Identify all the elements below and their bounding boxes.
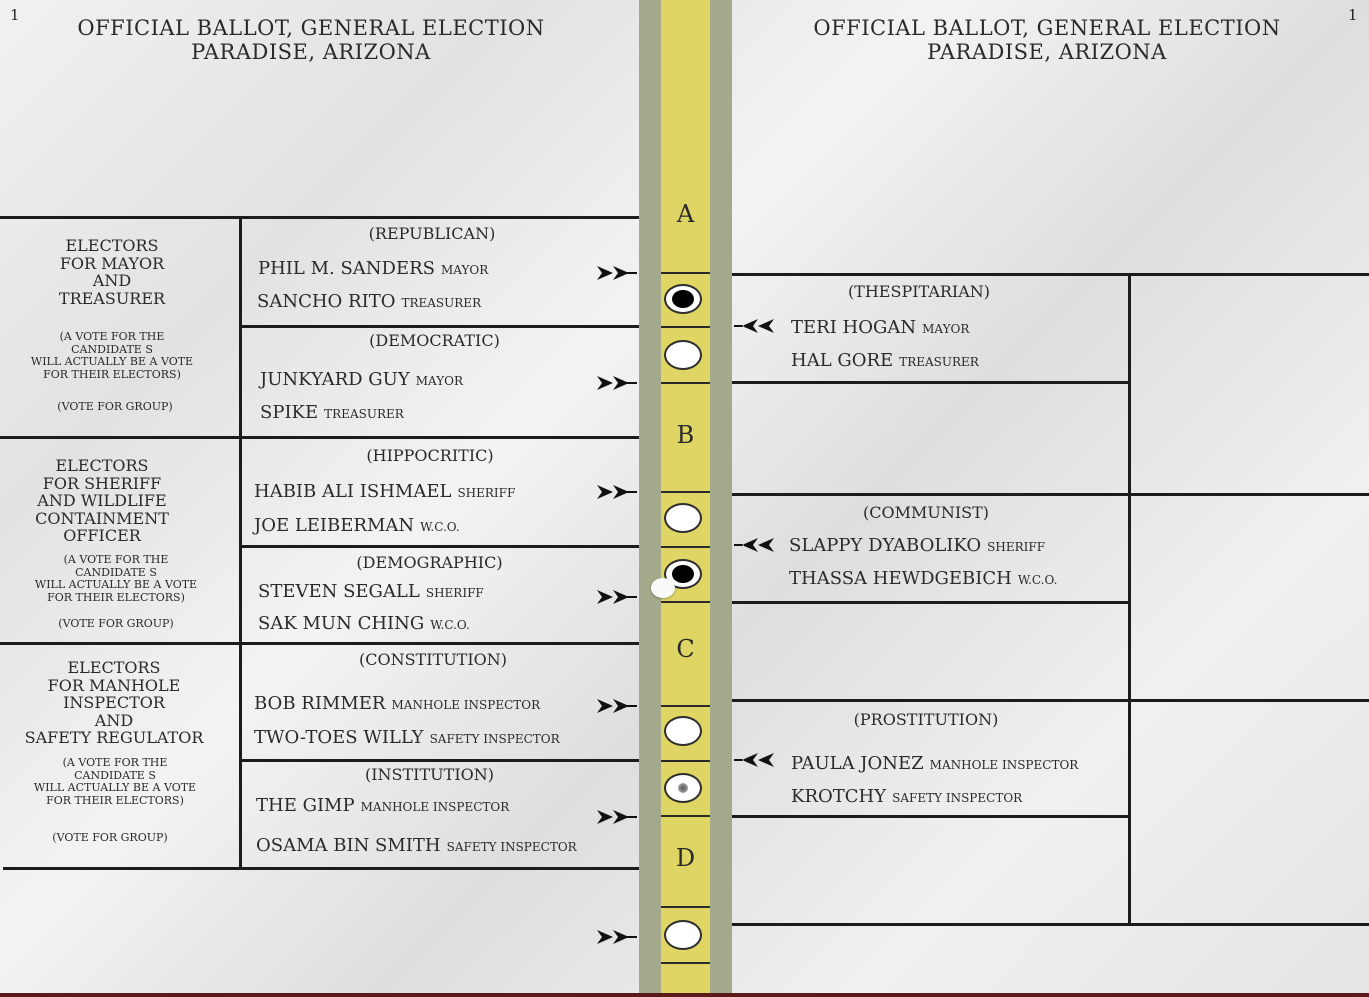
grid-line xyxy=(0,642,640,645)
candidate-bob-rimmer: BOB RIMMER MANHOLE INSPECTOR xyxy=(254,693,541,714)
right-arrow-icon xyxy=(597,587,637,607)
candidate-spike: SPIKE TREASURER xyxy=(260,402,404,423)
candidate-osama-bin-smith: OSAMA BIN SMITH SAFETY INSPECTOR xyxy=(256,835,577,856)
left-arrow-icon xyxy=(734,750,774,770)
party-institution: (INSTITUTION) xyxy=(364,765,495,784)
strip-tick xyxy=(661,326,710,328)
right-page-number: 1 xyxy=(1348,6,1358,24)
right-title-line1: OFFICIAL BALLOT, GENERAL ELECTION xyxy=(813,16,1281,40)
right-arrow-icon xyxy=(597,696,637,716)
candidate-phil-sanders: PHIL M. SANDERS MAYOR xyxy=(258,258,489,279)
grid-line xyxy=(0,436,640,439)
candidate-junkyard-guy: JUNKYARD GUY MAYOR xyxy=(260,369,463,390)
office-title-manhole: ELECTORS FOR MANHOLE INSPECTOR AND SAFETY REGULATOR xyxy=(24,658,204,747)
right-arrow-icon xyxy=(597,373,637,393)
office-vote-instruction-sheriff: (VOTE FOR GROUP) xyxy=(58,617,174,630)
punch-hole-7[interactable] xyxy=(664,920,702,950)
strip-tick xyxy=(661,962,710,964)
party-constitution: (CONSTITUTION) xyxy=(358,650,508,669)
office-note-mayor: (A VOTE FOR THE CANDIDATE S WILL ACTUALLY BE A VOTE FOR THEIR ELECTORS) xyxy=(30,330,194,381)
right-arrow-icon xyxy=(597,927,637,947)
strip-tick xyxy=(661,815,710,817)
strip-tick xyxy=(661,546,710,548)
strip-letter-d: D xyxy=(675,844,696,872)
office-vote-instruction-mayor: (VOTE FOR GROUP) xyxy=(57,400,173,413)
strip-tick xyxy=(661,272,710,274)
left-title-line2: PARADISE, ARIZONA xyxy=(191,40,431,64)
strip-tick xyxy=(661,906,710,908)
right-arrow-icon xyxy=(597,263,637,283)
grid-line xyxy=(3,867,640,870)
candidate-slappy-dyaboliko: SLAPPY DYABOLIKO SHERIFF xyxy=(789,535,1046,556)
left-arrow-icon xyxy=(734,316,774,336)
candidate-steven-segall: STEVEN SEGALL SHERIFF xyxy=(258,581,484,602)
office-note-sheriff: (A VOTE FOR THE CANDIDATE S WILL ACTUALLY BE A VOTE FOR THEIR ELECTORS) xyxy=(34,553,198,604)
grid-line xyxy=(732,273,1369,276)
grid-line xyxy=(732,381,1128,384)
left-page-number: 1 xyxy=(10,6,20,24)
candidate-hal-gore: HAL GORE TREASURER xyxy=(791,350,979,371)
strip-tick xyxy=(661,601,710,603)
party-republican: (REPUBLICAN) xyxy=(368,224,496,243)
hanging-chad[interactable] xyxy=(651,578,675,598)
office-title-sheriff: ELECTORS FOR SHERIFF AND WILDLIFE CONTAINMENT OFFICER xyxy=(35,456,169,545)
grid-line xyxy=(732,699,1369,702)
strip-letter-a: A xyxy=(676,200,695,228)
party-communist: (COMMUNIST) xyxy=(862,503,990,522)
grid-line xyxy=(732,493,1369,496)
party-demographic: (DEMOGRAPHIC) xyxy=(356,553,503,572)
strip-letter-b: B xyxy=(676,421,695,449)
right-ballot-title xyxy=(756,16,1338,64)
strip-tick xyxy=(661,705,710,707)
party-thespitarian: (THESPITARIAN) xyxy=(847,282,991,301)
party-hippocritic: (HIPPOCRITIC) xyxy=(366,446,494,465)
candidate-sancho-rito: SANCHO RITO TREASURER xyxy=(257,291,482,312)
strip-tick xyxy=(661,491,710,493)
candidate-krotchy: KROTCHY SAFETY INSPECTOR xyxy=(791,786,1023,807)
candidate-sak-mun-ching: SAK MUN CHING W.C.O. xyxy=(258,613,470,634)
punch-hole-6[interactable] xyxy=(664,773,702,803)
bottom-border xyxy=(0,993,1369,997)
candidate-joe-leiberman: JOE LEIBERMAN W.C.O. xyxy=(254,515,460,536)
grid-line xyxy=(242,325,640,328)
grid-line xyxy=(732,815,1128,818)
punch-hole-3[interactable] xyxy=(664,503,702,533)
party-prostitution: (PROSTITUTION) xyxy=(853,710,999,729)
grid-line xyxy=(0,216,640,219)
candidate-paula-jonez: PAULA JONEZ MANHOLE INSPECTOR xyxy=(791,753,1079,774)
strip-tick xyxy=(661,382,710,384)
grid-line xyxy=(732,923,1369,926)
left-ballot-title xyxy=(20,16,602,64)
left-arrow-icon xyxy=(734,535,774,555)
office-note-manhole: (A VOTE FOR THE CANDIDATE S WILL ACTUALLY BE A VOTE FOR THEIR ELECTORS) xyxy=(33,756,197,807)
right-arrow-icon xyxy=(597,807,637,827)
grid-line xyxy=(1128,273,1131,926)
grid-line xyxy=(732,601,1128,604)
candidate-habib-ali-ishmael: HABIB ALI ISHMAEL SHERIFF xyxy=(254,481,516,502)
candidate-the-gimp: THE GIMP MANHOLE INSPECTOR xyxy=(256,795,510,816)
punch-hole-2[interactable] xyxy=(664,340,702,370)
punch-hole-1[interactable] xyxy=(664,284,702,314)
left-title-line1: OFFICIAL BALLOT, GENERAL ELECTION xyxy=(77,16,545,40)
candidate-teri-hogan: TERI HOGAN MAYOR xyxy=(791,317,970,338)
grid-line xyxy=(242,545,640,548)
candidate-two-toes-willy: TWO-TOES WILLY SAFETY INSPECTOR xyxy=(254,727,560,748)
grid-line xyxy=(242,759,640,762)
right-title-line2: PARADISE, ARIZONA xyxy=(927,40,1167,64)
punch-hole-5[interactable] xyxy=(664,716,702,746)
office-vote-instruction-manhole: (VOTE FOR GROUP) xyxy=(52,831,168,844)
office-title-mayor: ELECTORS FOR MAYOR AND TREASURER xyxy=(58,236,166,308)
strip-tick xyxy=(661,760,710,762)
right-arrow-icon xyxy=(597,482,637,502)
party-democratic: (DEMOCRATIC) xyxy=(369,331,500,350)
strip-letter-c: C xyxy=(676,635,695,663)
candidate-thassa-hewdgebich: THASSA HEWDGEBICH W.C.O. xyxy=(789,568,1058,589)
